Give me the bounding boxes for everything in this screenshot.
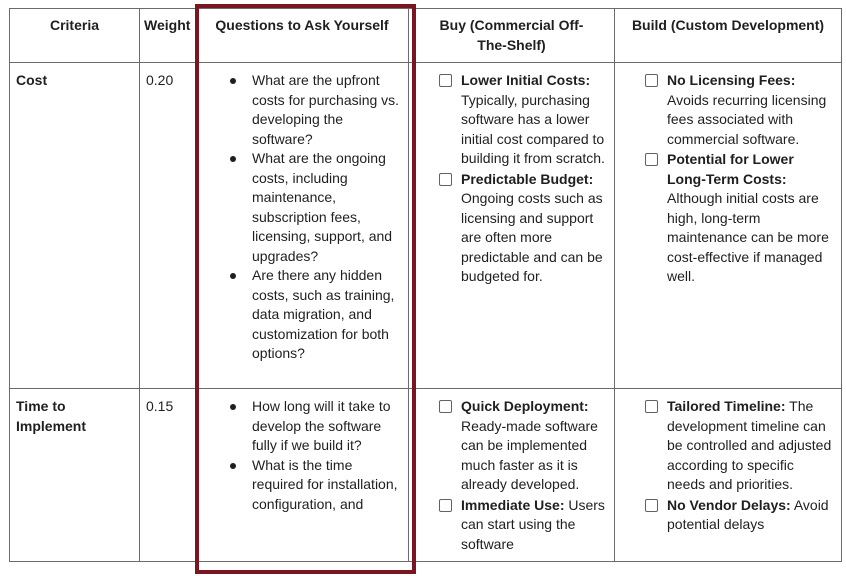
question-text: What are the ongoing costs, including maintenance, subscription fees, licensing, support, and upgrades? <box>252 150 393 264</box>
checkbox[interactable] <box>439 499 452 512</box>
criteria-label: Cost <box>16 72 48 88</box>
checkbox[interactable] <box>645 400 658 413</box>
bullet-icon <box>230 463 236 469</box>
checkbox[interactable] <box>645 499 658 512</box>
check-text: Avoid potential delays <box>667 496 829 532</box>
check-text: Ready-made software can be implemented much faster as it is already developed. <box>461 417 598 492</box>
question-item <box>200 397 404 456</box>
check-text: Although initial costs are high, long-term maintenance can be more cost-effective if managed well. <box>667 190 829 284</box>
checklist-item <box>645 397 835 495</box>
check-title: No Licensing Fees: <box>667 72 796 88</box>
questions-list <box>200 71 404 364</box>
checklist-item <box>439 170 608 287</box>
checkbox[interactable] <box>439 173 452 186</box>
header-row <box>10 9 842 63</box>
checkbox[interactable] <box>645 74 658 87</box>
checkbox[interactable] <box>439 74 452 87</box>
questions-cell <box>196 63 409 389</box>
bullet-icon <box>230 78 236 84</box>
question-text: How long will it take to develop the software fully if we build it? <box>252 398 391 453</box>
weight-cell: 0.20 <box>140 63 196 389</box>
check-title: Tailored Timeline: <box>667 398 786 414</box>
build-cell <box>615 63 842 389</box>
check-text: The development timeline can be controlled and adjusted according to specific needs and priorities. <box>667 398 832 492</box>
question-text: What are the upfront costs for purchasing vs. developing the software? <box>252 72 400 147</box>
criteria-table <box>9 8 842 562</box>
header-buy: Buy (Commercial Off-The-Shelf) <box>409 9 615 63</box>
build-cell <box>615 389 842 562</box>
header-questions: Questions to Ask Yourself <box>196 9 409 63</box>
check-title: Quick Deployment: <box>461 398 589 414</box>
checkbox[interactable] <box>645 153 658 166</box>
checklist-item <box>439 397 608 495</box>
checkbox[interactable] <box>439 400 452 413</box>
table-row-time <box>10 389 842 562</box>
criteria-cell <box>10 63 140 389</box>
checklist-item <box>645 71 835 149</box>
question-text: What is the time required for installation, configuration, and <box>252 456 398 512</box>
questions-list <box>200 397 404 514</box>
header-criteria: Criteria <box>10 9 140 63</box>
criteria-cell <box>10 389 140 562</box>
question-item <box>200 71 404 149</box>
checklist-item <box>645 496 835 535</box>
bullet-icon <box>230 404 236 410</box>
buy-cell <box>409 389 615 562</box>
check-text: Ongoing costs such as licensing and support are often more predictable and can be budgeted for. <box>461 190 603 284</box>
question-text: Are there any hidden costs, such as training, data migration, and customization for both options? <box>252 267 395 361</box>
questions-cell <box>196 389 409 562</box>
weight-cell: 0.15 <box>140 389 196 562</box>
check-title: Lower Initial Costs: <box>461 72 591 88</box>
bullet-icon <box>230 273 236 279</box>
checklist-item <box>439 496 608 555</box>
header-build: Build (Custom Development) <box>615 9 842 63</box>
check-text: Typically, purchasing software has a lower initial cost compared to building it from scratch. <box>461 91 605 166</box>
check-title: Immediate Use: <box>461 496 565 513</box>
check-title: No Vendor Delays: <box>667 496 791 513</box>
check-title: Predictable Budget: <box>461 170 594 187</box>
criteria-label: Time to Implement <box>16 398 87 434</box>
question-item <box>200 266 404 364</box>
question-item <box>200 456 404 515</box>
check-title: Potential for Lower Long-Term Costs: <box>667 151 794 187</box>
bullet-icon <box>230 156 236 162</box>
checklist-item <box>645 150 835 287</box>
check-text: Avoids recurring licensing fees associated with commercial software. <box>667 91 827 147</box>
checklist-item <box>439 71 608 169</box>
question-item <box>200 149 404 266</box>
table-row-cost <box>10 63 842 389</box>
check-text: Users can start using the software <box>461 496 605 552</box>
header-weight: Weight <box>140 9 196 63</box>
buy-cell <box>409 63 615 389</box>
